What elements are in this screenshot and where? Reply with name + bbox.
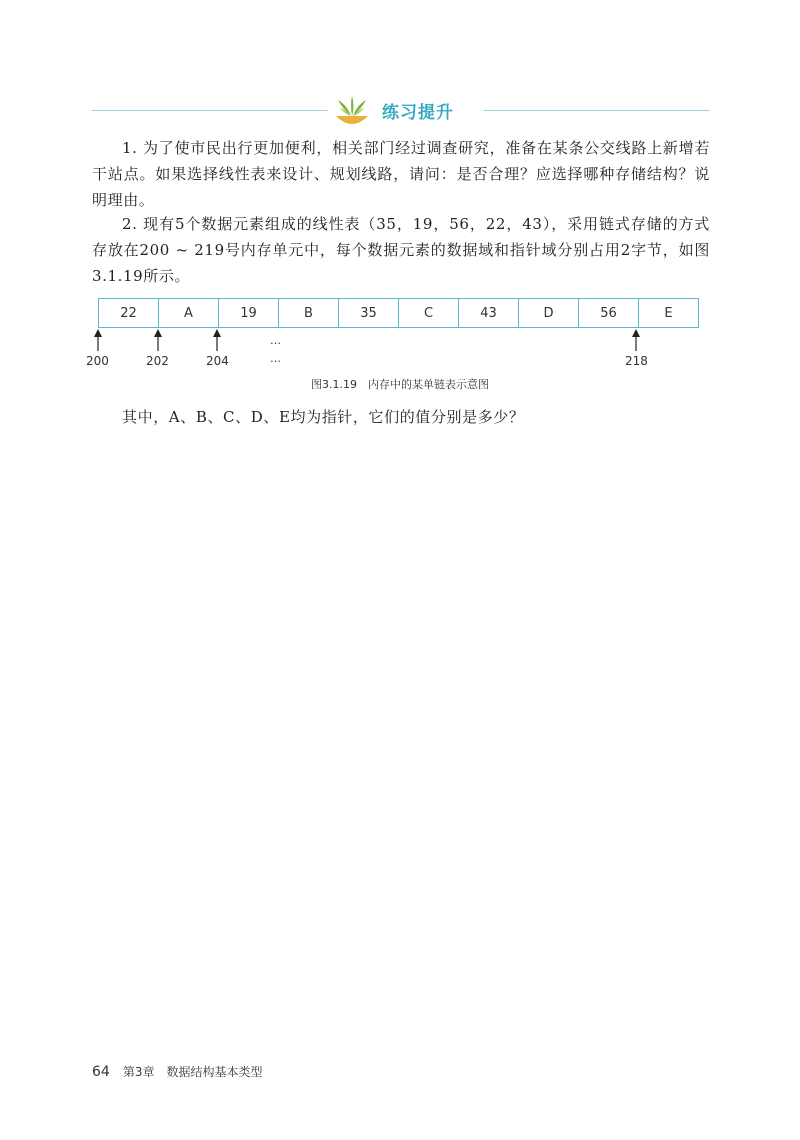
address-label: 202 bbox=[146, 354, 169, 368]
memory-cell: E bbox=[664, 305, 673, 321]
up-arrow-icon bbox=[153, 329, 163, 351]
up-arrow-icon bbox=[631, 329, 641, 351]
memory-cell: 43 bbox=[459, 299, 519, 327]
memory-cell: B bbox=[279, 299, 339, 327]
memory-cell: D bbox=[519, 299, 579, 327]
address-label: 218 bbox=[625, 354, 648, 368]
header-rule-left bbox=[92, 110, 328, 111]
question-1: 1. 为了使市民出行更加便利，相关部门经过调查研究，准备在某条公交线路上新增若干站点。如果选择线性表来设计、规划线路，请问：是否合理？应选择哪种存储结构？说明理由。 bbox=[92, 139, 710, 209]
memory-cell: C bbox=[399, 299, 459, 327]
section-title: 练习提升 bbox=[382, 103, 454, 123]
memory-cell: 56 bbox=[579, 299, 639, 327]
header-rule-right bbox=[484, 110, 710, 111]
address-label: 204 bbox=[206, 354, 229, 368]
memory-cell: 22 bbox=[99, 299, 159, 327]
section-header bbox=[92, 92, 710, 128]
address-label: 200 bbox=[86, 354, 109, 368]
memory-cells bbox=[98, 298, 699, 328]
question-2: 2. 现有5个数据元素组成的线性表（35，19，56，22，43），采用链式存储的方式存放在200 ~ 219号内存单元中，每个数据元素的数据域和指针域分别占用2字节，如图3.1.19所示。 bbox=[92, 215, 710, 285]
sprout-icon bbox=[334, 94, 370, 128]
follow-up-question: 其中，A、B、C、D、E均为指针，它们的值分别是多少？ bbox=[122, 408, 525, 426]
figure-caption: 图3.1.19 内存中的某单链表示意图 bbox=[311, 378, 489, 391]
up-arrow-icon bbox=[212, 329, 222, 351]
ellipsis: … bbox=[270, 352, 281, 365]
up-arrow-icon bbox=[93, 329, 103, 351]
ellipsis: … bbox=[270, 334, 281, 347]
memory-cell: A bbox=[159, 299, 219, 327]
page-number: 64 bbox=[92, 1064, 110, 1080]
memory-cell: 19 bbox=[219, 299, 279, 327]
memory-cell: 35 bbox=[339, 299, 399, 327]
chapter-title: 第3章 数据结构基本类型 bbox=[122, 1065, 263, 1079]
page-footer bbox=[92, 1061, 263, 1080]
